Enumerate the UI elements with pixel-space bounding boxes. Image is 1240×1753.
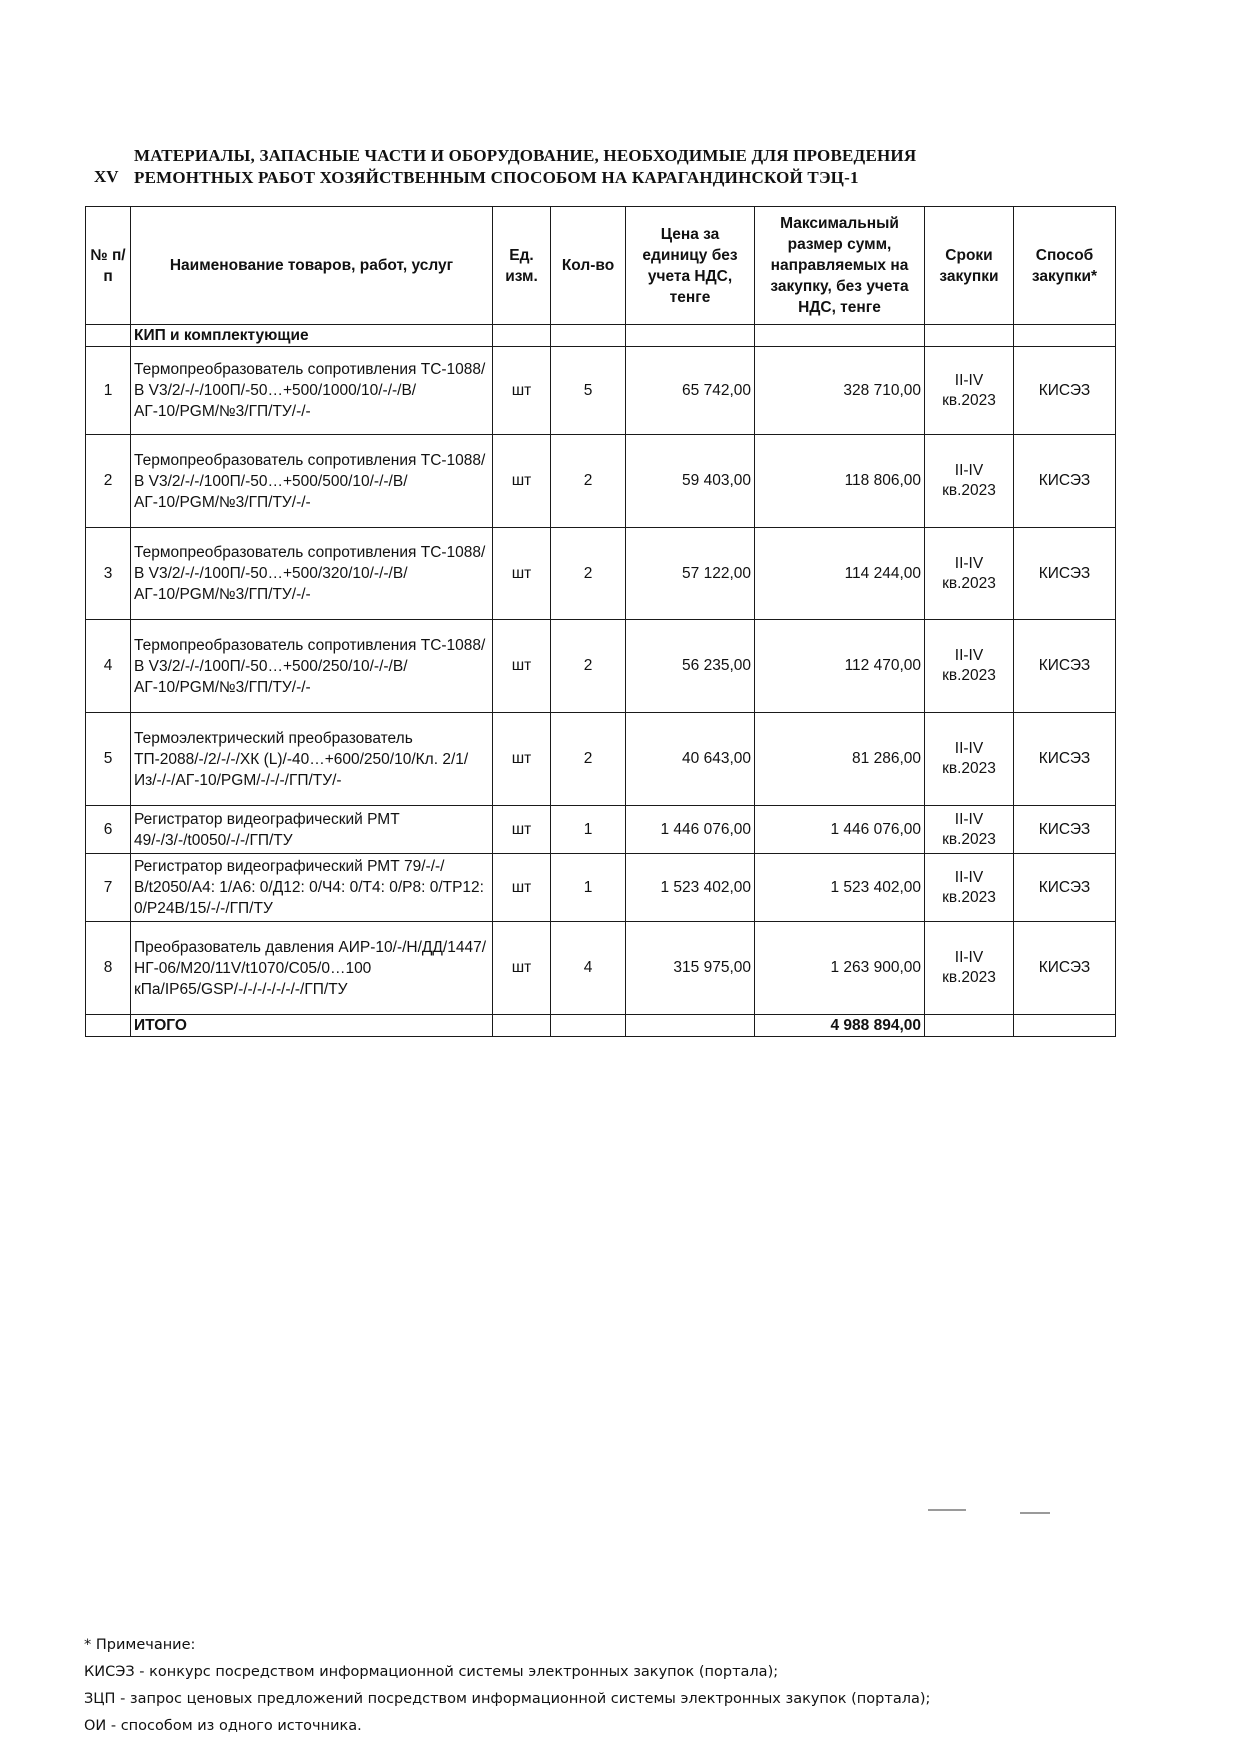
note-line: ОИ - способом из одного источника. bbox=[84, 1718, 362, 1734]
row-unit: шт bbox=[493, 854, 551, 922]
row-sum: 112 470,00 bbox=[755, 620, 925, 713]
row-num: 2 bbox=[86, 435, 131, 528]
group-label: КИП и комплектующие bbox=[131, 325, 493, 347]
row-term: II-IV кв.2023 bbox=[925, 347, 1014, 435]
row-term: II-IV кв.2023 bbox=[925, 528, 1014, 620]
row-method: КИСЭЗ bbox=[1014, 435, 1116, 528]
header-method: Способ закупки* bbox=[1014, 207, 1116, 325]
row-sum: 1 446 076,00 bbox=[755, 806, 925, 854]
section-number: XV bbox=[94, 167, 119, 186]
row-qty: 1 bbox=[551, 854, 626, 922]
row-num: 5 bbox=[86, 713, 131, 806]
header-name: Наименование товаров, работ, услуг bbox=[131, 207, 493, 325]
row-method: КИСЭЗ bbox=[1014, 347, 1116, 435]
total-value: 4 988 894,00 bbox=[755, 1015, 925, 1037]
table-row bbox=[86, 854, 1116, 922]
row-price: 40 643,00 bbox=[626, 713, 755, 806]
row-sum: 118 806,00 bbox=[755, 435, 925, 528]
row-qty: 2 bbox=[551, 435, 626, 528]
row-qty: 2 bbox=[551, 528, 626, 620]
row-term: II-IV кв.2023 bbox=[925, 713, 1014, 806]
row-name: Термопреобразователь сопротивления ТС-1088/В V3/2/-/-/100П/-50…+500/1000/10/-/-/В/АГ-10/PGM/№3/ГП/ТУ/-/- bbox=[131, 347, 493, 435]
row-unit: шт bbox=[493, 806, 551, 854]
row-qty: 2 bbox=[551, 713, 626, 806]
row-num: 3 bbox=[86, 528, 131, 620]
row-method: КИСЭЗ bbox=[1014, 854, 1116, 922]
row-name: Термопреобразователь сопротивления ТС-1088/В V3/2/-/-/100П/-50…+500/320/10/-/-/В/АГ-10/PGM/№3/ГП/ТУ/-/- bbox=[131, 528, 493, 620]
table-row bbox=[86, 922, 1116, 1015]
total-label: ИТОГО bbox=[131, 1015, 493, 1037]
row-term: II-IV кв.2023 bbox=[925, 435, 1014, 528]
row-qty: 1 bbox=[551, 806, 626, 854]
row-sum: 114 244,00 bbox=[755, 528, 925, 620]
table-row bbox=[86, 713, 1116, 806]
title-line: МАТЕРИАЛЫ, ЗАПАСНЫЕ ЧАСТИ И ОБОРУДОВАНИЕ, НЕОБХОДИМЫЕ ДЛЯ ПРОВЕДЕНИЯ bbox=[134, 146, 917, 165]
table-row bbox=[86, 528, 1116, 620]
row-num: 1 bbox=[86, 347, 131, 435]
row-price: 59 403,00 bbox=[626, 435, 755, 528]
row-term: II-IV кв.2023 bbox=[925, 854, 1014, 922]
note-line: КИСЭЗ - конкурс посредством информационной системы электронных закупок (портала); bbox=[84, 1664, 779, 1680]
row-term: II-IV кв.2023 bbox=[925, 922, 1014, 1015]
row-price: 1 523 402,00 bbox=[626, 854, 755, 922]
header-unit: Ед. изм. bbox=[493, 207, 551, 325]
table-row bbox=[86, 435, 1116, 528]
table-row bbox=[86, 347, 1116, 435]
row-name: Термоэлектрический преобразователь ТП-2088/-/2/-/-/ХК (L)/-40…+600/250/10/Кл. 2/1/Из/-/-/АГ-10/PGM/-/-/-/ГП/ТУ/- bbox=[131, 713, 493, 806]
table-row bbox=[86, 620, 1116, 713]
footnotes bbox=[84, 1632, 1084, 1740]
note-line: ЗЦП - запрос ценовых предложений посредством информационной системы электронных закупок (портала); bbox=[84, 1691, 931, 1707]
row-num: 8 bbox=[86, 922, 131, 1015]
row-price: 57 122,00 bbox=[626, 528, 755, 620]
group-row bbox=[86, 325, 1116, 347]
row-method: КИСЭЗ bbox=[1014, 713, 1116, 806]
row-qty: 2 bbox=[551, 620, 626, 713]
row-unit: шт bbox=[493, 713, 551, 806]
row-method: КИСЭЗ bbox=[1014, 620, 1116, 713]
header-price: Цена за единицу без учета НДС, тенге bbox=[626, 207, 755, 325]
row-num: 6 bbox=[86, 806, 131, 854]
header-qty: Кол-во bbox=[551, 207, 626, 325]
row-num: 7 bbox=[86, 854, 131, 922]
row-name: Термопреобразователь сопротивления ТС-1088/В V3/2/-/-/100П/-50…+500/500/10/-/-/В/АГ-10/PGM/№3/ГП/ТУ/-/- bbox=[131, 435, 493, 528]
table-row bbox=[86, 806, 1116, 854]
scan-mark bbox=[1020, 1512, 1050, 1514]
row-sum: 328 710,00 bbox=[755, 347, 925, 435]
row-sum: 1 523 402,00 bbox=[755, 854, 925, 922]
row-qty: 5 bbox=[551, 347, 626, 435]
row-name: Термопреобразователь сопротивления ТС-1088/В V3/2/-/-/100П/-50…+500/250/10/-/-/В/АГ-10/PGM/№3/ГП/ТУ/-/- bbox=[131, 620, 493, 713]
header-num: № п/п bbox=[86, 207, 131, 325]
row-sum: 81 286,00 bbox=[755, 713, 925, 806]
row-unit: шт bbox=[493, 435, 551, 528]
row-price: 1 446 076,00 bbox=[626, 806, 755, 854]
row-price: 65 742,00 bbox=[626, 347, 755, 435]
row-num: 4 bbox=[86, 620, 131, 713]
row-qty: 4 bbox=[551, 922, 626, 1015]
row-name: Регистратор видеографический РМТ 49/-/3/-/t0050/-/-/ГП/ТУ bbox=[131, 806, 493, 854]
procurement-table bbox=[85, 206, 1116, 1037]
row-unit: шт bbox=[493, 528, 551, 620]
total-row bbox=[86, 1015, 1116, 1037]
notes-heading: * Примечание: bbox=[84, 1637, 196, 1653]
title-line: РЕМОНТНЫХ РАБОТ ХОЗЯЙСТВЕННЫМ СПОСОБОМ НА КАРАГАНДИНСКОЙ ТЭЦ-1 bbox=[134, 168, 859, 187]
row-method: КИСЭЗ bbox=[1014, 806, 1116, 854]
row-unit: шт bbox=[493, 620, 551, 713]
row-unit: шт bbox=[493, 922, 551, 1015]
row-term: II-IV кв.2023 bbox=[925, 620, 1014, 713]
scan-mark bbox=[928, 1509, 966, 1511]
row-sum: 1 263 900,00 bbox=[755, 922, 925, 1015]
header-max-sum: Максимальный размер сумм, направляемых на закупку, без учета НДС, тенге bbox=[755, 207, 925, 325]
document-title bbox=[134, 145, 1064, 189]
row-method: КИСЭЗ bbox=[1014, 922, 1116, 1015]
row-method: КИСЭЗ bbox=[1014, 528, 1116, 620]
row-price: 56 235,00 bbox=[626, 620, 755, 713]
table-header-row bbox=[86, 207, 1116, 325]
row-unit: шт bbox=[493, 347, 551, 435]
row-name: Регистратор видеографический РМТ 79/-/-/В/t2050/А4: 1/А6: 0/Д12: 0/Ч4: 0/Т4: 0/Р8: 0/ТР12: 0/Р24В/15/-/-/ГП/ТУ bbox=[131, 854, 493, 922]
row-name: Преобразователь давления АИР-10/-/Н/ДД/1447/НГ-06/М20/11V/t1070/С05/0…100 кПа/IP65/GSP/-/-/-/-/-/-/-/ГП/ТУ bbox=[131, 922, 493, 1015]
row-term: II-IV кв.2023 bbox=[925, 806, 1014, 854]
row-price: 315 975,00 bbox=[626, 922, 755, 1015]
header-term: Сроки закупки bbox=[925, 207, 1014, 325]
